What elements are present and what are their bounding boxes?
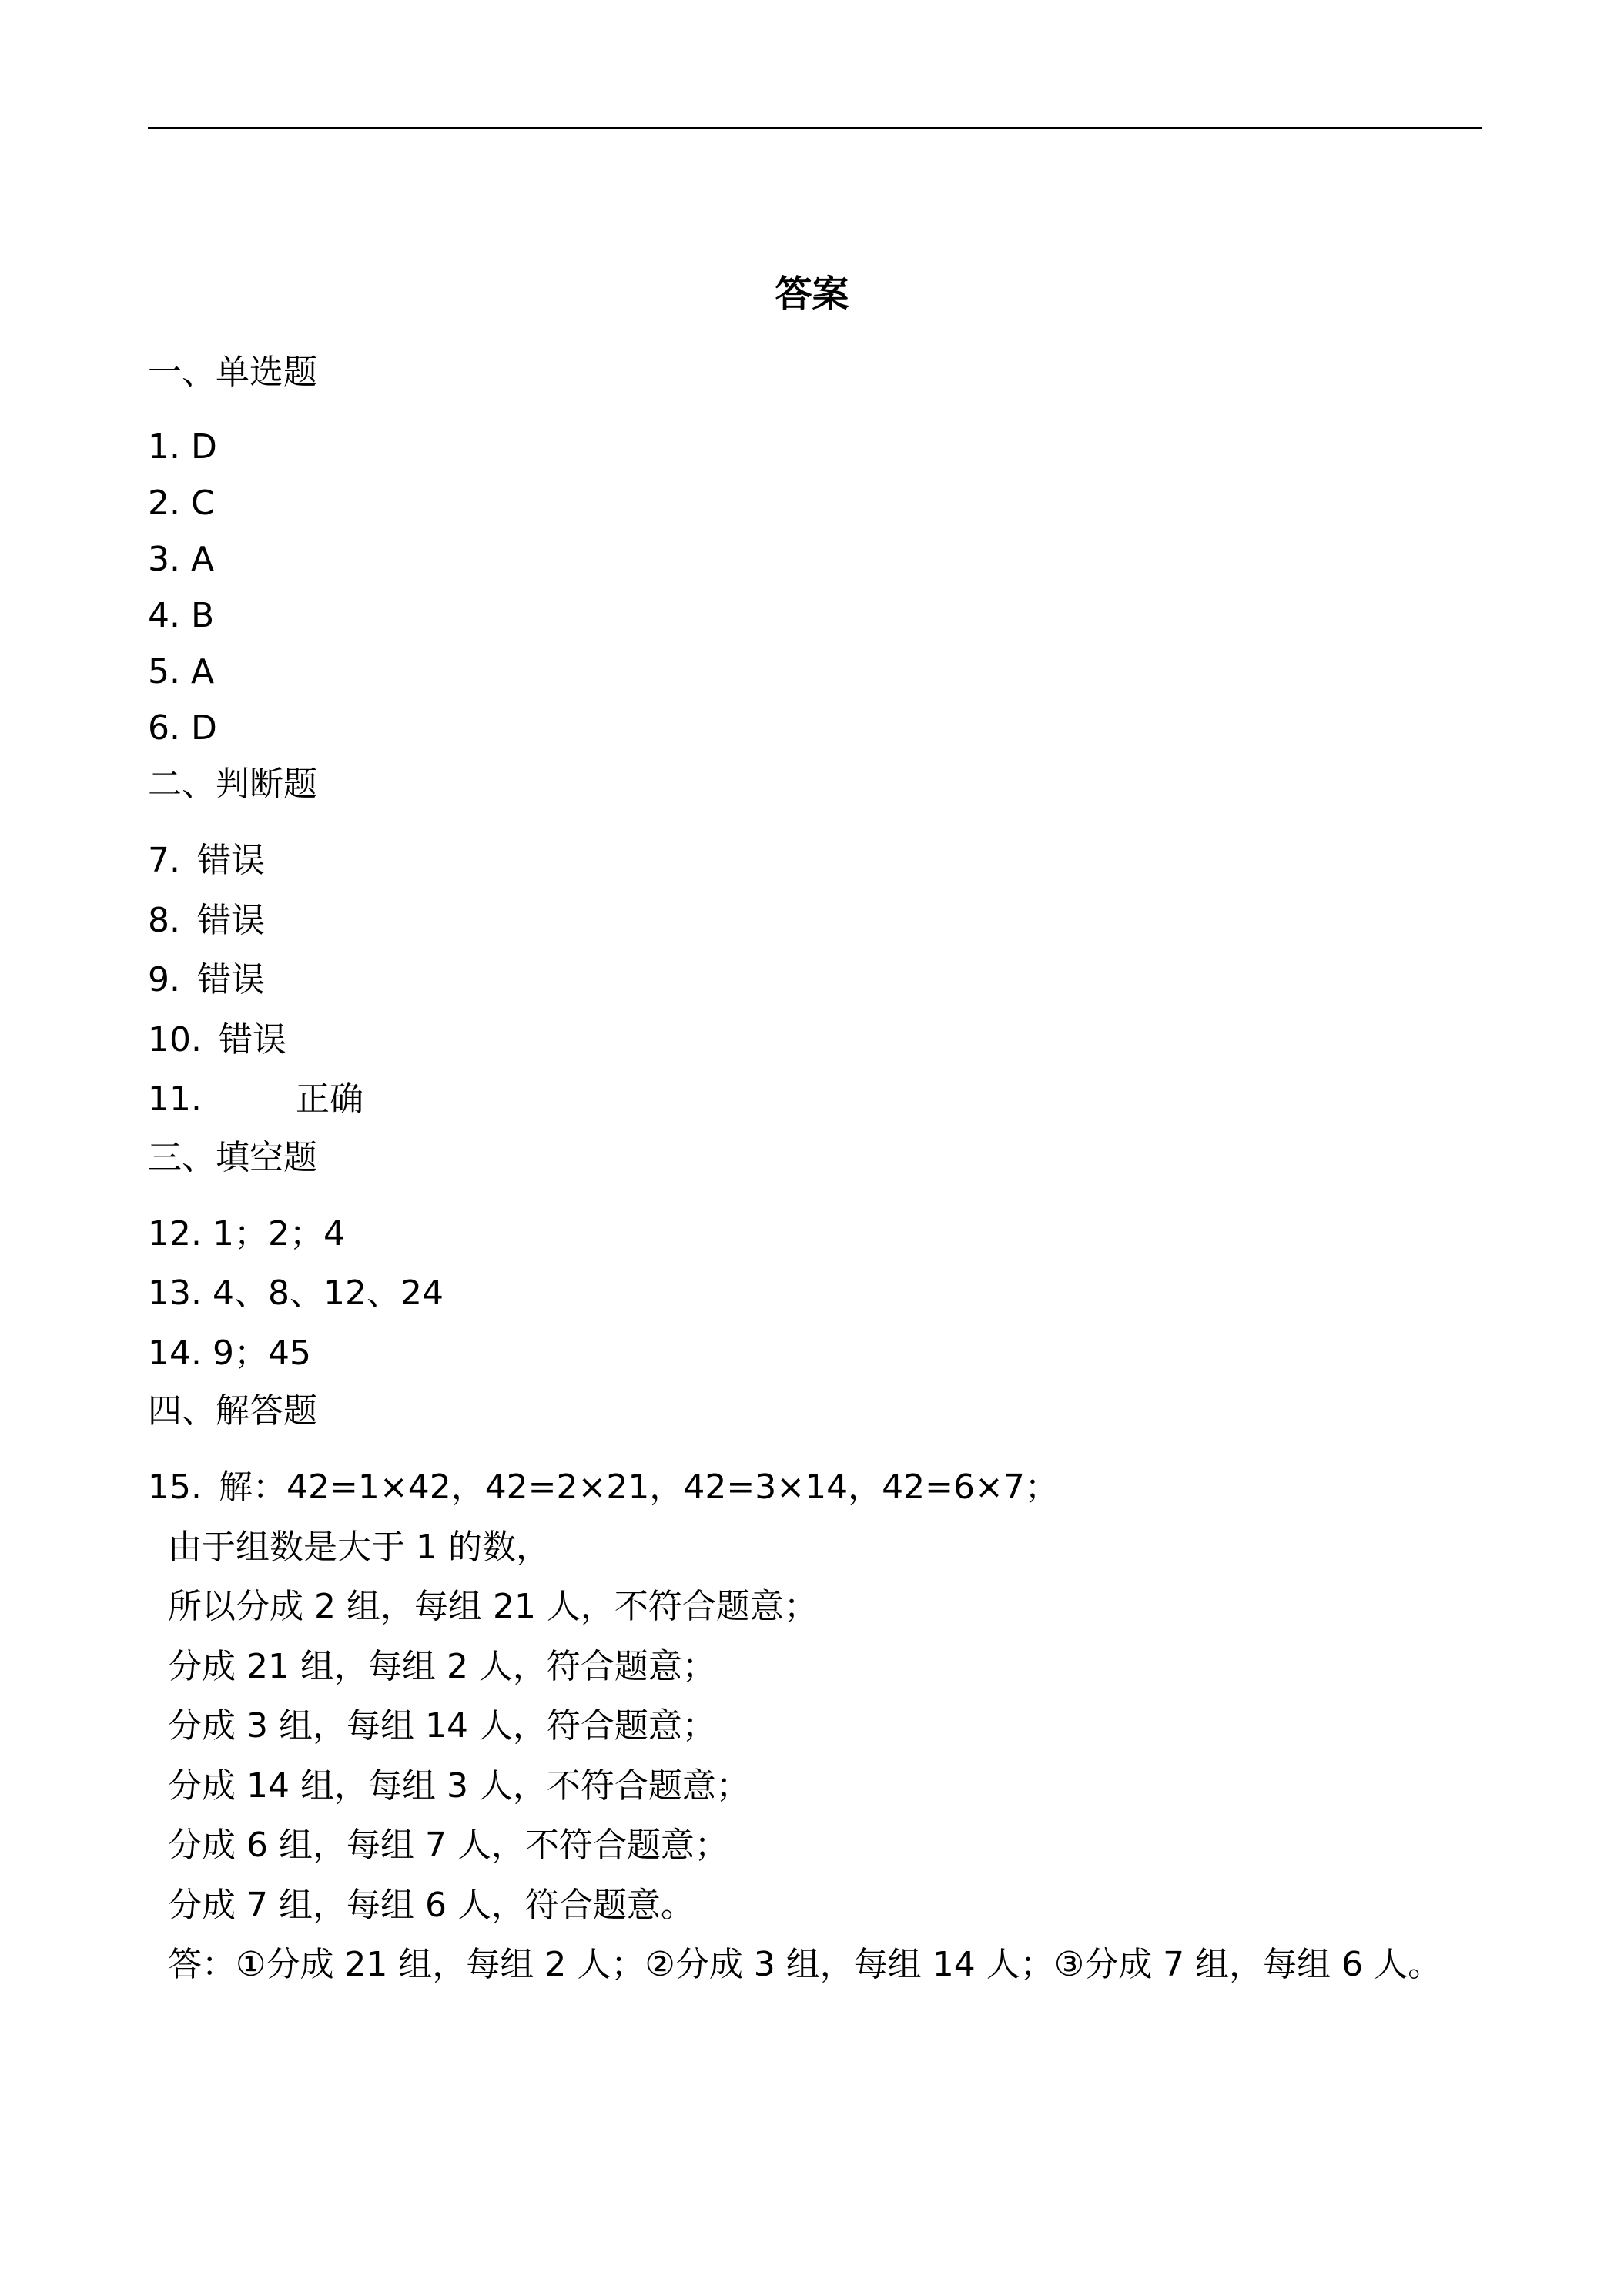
item-number: 2. (148, 484, 180, 523)
solution-line: 分成 7 组，每组 6 人，符合题意。 (168, 1885, 695, 1925)
item-answer: 9；45 (212, 1333, 311, 1373)
solution-line: 分成 3 组，每组 14 人，符合题意； (168, 1706, 716, 1745)
item-number: 12. (148, 1213, 202, 1253)
answer-item (148, 891, 1482, 951)
answer-item (148, 531, 1482, 587)
answer-item (148, 587, 1482, 644)
item-number: 9. (148, 960, 180, 999)
answer-item (148, 1069, 1482, 1130)
item-answer: 错误 (196, 900, 265, 940)
answer-item (148, 419, 1482, 475)
solution-line: 由于组数是大于 1 的数， (168, 1527, 550, 1567)
solution-equation: 解：42=1×42，42=2×21，42=3×14，42=6×7； (218, 1468, 1059, 1507)
solution-line: 分成 14 组，每组 3 人，不符合题意； (168, 1766, 750, 1806)
item-number: 4. (148, 596, 180, 635)
item-number: 6. (148, 708, 180, 748)
answer-list-single-choice (148, 419, 1482, 756)
item-number: 1. (148, 427, 180, 467)
item-answer: D (190, 427, 217, 467)
solution-line: 分成 21 组，每组 2 人，符合题意； (168, 1646, 716, 1686)
item-answer: D (190, 708, 217, 748)
answer-item (148, 1324, 1482, 1384)
item-number: 5. (148, 652, 180, 691)
answer-content (148, 344, 1482, 1995)
section-heading-single-choice: 一、单选题 (148, 353, 317, 392)
answer-list-true-false (148, 831, 1482, 1130)
section-heading-true-false: 二、判断题 (148, 765, 317, 804)
answer-item (148, 475, 1482, 531)
item-number: 10. (148, 1019, 202, 1059)
solution-line: 所以分成 2 组，每组 21 人，不符合题意； (168, 1587, 818, 1626)
answer-item (148, 700, 1482, 756)
solution-line: 分成 6 组，每组 7 人，不符合题意； (168, 1826, 728, 1865)
item-answer: 正确 (296, 1079, 363, 1119)
page-title: 答案 (775, 273, 849, 316)
item-answer: A (190, 540, 215, 579)
solution-block (148, 1458, 1482, 1995)
item-answer: 错误 (218, 1019, 286, 1059)
solution-first-line (148, 1458, 1482, 1518)
item-number: 14. (148, 1333, 202, 1373)
answer-item (148, 1204, 1482, 1264)
item-answer: B (190, 596, 215, 635)
header-rule (148, 127, 1482, 129)
item-number: 15. (148, 1468, 202, 1507)
item-answer: 1；2；4 (212, 1213, 345, 1253)
item-answer: A (190, 652, 215, 691)
item-answer: 4、8、12、24 (212, 1274, 444, 1313)
item-answer: 错误 (196, 841, 265, 880)
answer-item (148, 1010, 1482, 1070)
item-number: 7. (148, 841, 180, 880)
item-number: 11. (148, 1079, 202, 1119)
section-heading-solution: 四、解答题 (148, 1391, 317, 1431)
section-heading-fill-blank: 三、填空题 (148, 1137, 317, 1177)
item-number: 13. (148, 1274, 202, 1313)
answer-list-fill-blank (148, 1204, 1482, 1384)
item-number: 3. (148, 540, 180, 579)
item-answer: 错误 (196, 960, 265, 999)
item-answer: C (190, 484, 215, 523)
answer-item (148, 1263, 1482, 1324)
answer-item (148, 950, 1482, 1010)
answer-item (148, 644, 1482, 700)
answer-item (148, 831, 1482, 891)
item-number: 8. (148, 900, 180, 940)
solution-final-answer: 答：①分成 21 组，每组 2 人；②分成 3 组，每组 14 人；③分成 7 组，每组 6 人。 (168, 1945, 1442, 1984)
